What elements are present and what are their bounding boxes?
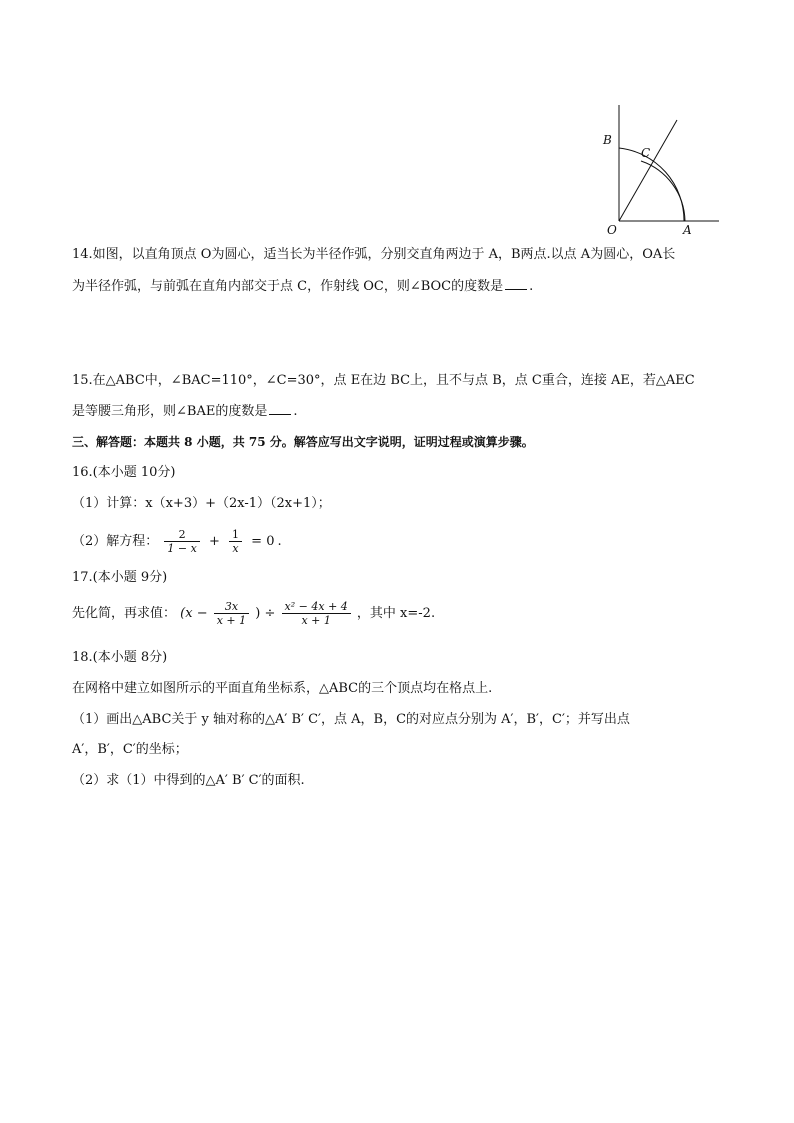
q18-text3: A′，B′，C′的坐标； (72, 742, 188, 757)
label-b: B (603, 133, 612, 147)
q16-fraction-1 (164, 528, 199, 555)
section-3-heading (72, 433, 534, 451)
arc-center-o (619, 148, 684, 221)
q14-end: . (529, 279, 534, 294)
q16-fraction-2 (229, 528, 242, 555)
q17-frac1-den: x + 1 (214, 613, 249, 627)
q16-end: . (277, 534, 282, 549)
q17-frac2-den: x + 1 (282, 613, 351, 627)
q17-open: (x − (180, 606, 208, 621)
q14-answer-blank[interactable] (505, 277, 527, 290)
q18-text4: （2）求（1）中得到的△A′ B′ C′的面积. (72, 773, 305, 788)
q17-frac1-num: 3x (224, 600, 239, 613)
q16-plus: + (208, 534, 220, 549)
q16-frac1-den: 1 − x (164, 541, 199, 555)
q15-end: . (293, 404, 298, 419)
q18-line2 (72, 711, 630, 729)
q17-header-text: 17.(本小题 9分) (72, 570, 168, 585)
q15-line2 (72, 402, 297, 421)
section-3-text: 三、解答题：本题共 8 小题，共 75 分。解答应写出文字说明，证明过程或演算步骤。 (72, 435, 534, 449)
q16-part1 (72, 495, 331, 513)
q14-line2 (72, 277, 533, 296)
q14-text1: 14.如图，以直角顶点 O为圆心，适当长为半径作弧，分别交直角两边于 A，B两点.以点 A为圆心，OA长 (72, 247, 676, 262)
q18-line4 (72, 772, 305, 790)
q16-frac1-num: 2 (178, 528, 186, 541)
q18-header (72, 649, 167, 667)
q17-frac2-num: x² − 4x + 4 (284, 600, 348, 613)
q16-frac2-den: x (229, 541, 242, 555)
q16-frac2-num: 1 (232, 528, 240, 541)
q14-line1 (72, 246, 675, 264)
q18-text1: 在网格中建立如图所示的平面直角坐标系，△ABC的三个顶点均在格点上. (72, 681, 493, 696)
label-c: C (641, 146, 651, 160)
q16-header (72, 464, 176, 482)
q14-figure (595, 103, 725, 238)
q18-header-text: 18.(本小题 8分) (72, 650, 168, 665)
label-o: O (607, 223, 617, 237)
label-a: A (683, 223, 692, 237)
q16-part2-label: （2）解方程： (72, 534, 159, 549)
q16-header-text: 16.(本小题 10分) (72, 465, 176, 480)
q18-text2: （1）画出△ABC关于 y 轴对称的△A′ B′ C′，点 A，B，C的对应点分别为 A′，B′，C′；并写出点 (72, 712, 630, 727)
q17-fraction-2 (282, 600, 351, 627)
q15-line1 (72, 372, 695, 390)
ray-oc (619, 120, 677, 221)
q17-fraction-1 (214, 600, 249, 627)
q16-part2 (72, 525, 282, 559)
q17-tail: ，其中 x=-2. (356, 606, 436, 621)
q15-text2: 是等腰三角形，则∠BAE的度数是 (72, 404, 268, 419)
q15-text1: 15.在△ABC中，∠BAC=110°，∠C=30°，点 E在边 BC上，且不与点 B，点 C重合，连接 AE，若△AEC (72, 373, 695, 388)
q16-part1-text: （1）计算：x（x+3）+（2x-1）（2x+1）； (72, 496, 331, 511)
q17-header (72, 569, 167, 587)
q14-text2: 为半径作弧，与前弧在直角内部交于点 C，作射线 OC，则∠BOC的度数是 (72, 279, 504, 294)
q15-answer-blank[interactable] (269, 402, 291, 415)
q16-equals: = 0 (251, 534, 275, 549)
q18-line3 (72, 741, 188, 759)
q17-close-div: ) ÷ (255, 606, 276, 621)
q17-expression (72, 597, 435, 631)
q18-line1 (72, 680, 492, 698)
q17-label: 先化简，再求值： (72, 606, 177, 621)
